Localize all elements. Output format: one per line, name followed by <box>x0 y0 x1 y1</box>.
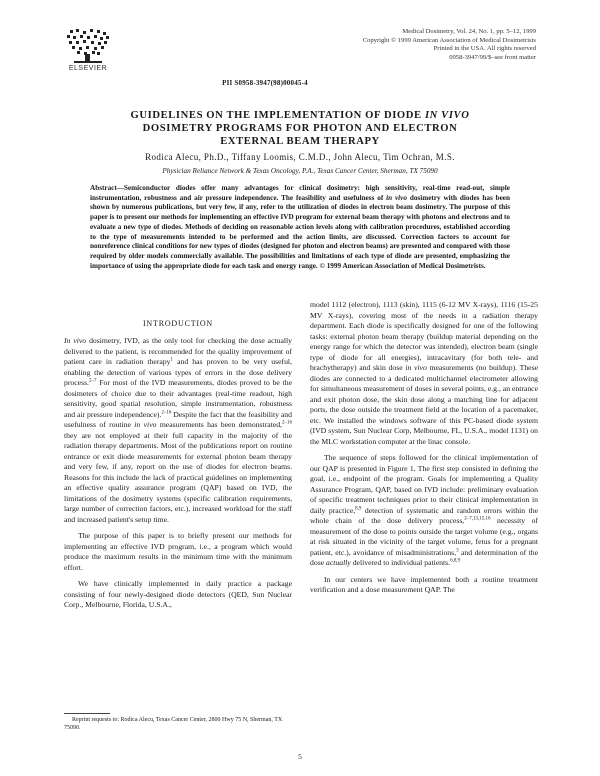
paragraph <box>310 300 538 447</box>
citation-ref: 2–16 <box>281 420 292 426</box>
paragraph <box>310 453 538 569</box>
journal-citation: Medical Dosimetry, Vol. 24, No. 1, pp. 5–12, 1999 <box>402 28 536 35</box>
publisher-logo <box>64 28 112 72</box>
body-text: measurements (no buildup). These diodes are connected to a dedicated multichannel electrometer allowing for simultaneous measurement of doses in several points, e.g., an entrance and exit photon dose, the skin dose along a matching line for adjacent ports, the dose outside the treatment field at the location of a pacemaker, etc. We installed the windows software of this PC-based diode system (IVD system, Sun Nuclear Corp, Melbourne, FL, U.S.A., model 1131) on the MLC workstation computer at the linac console. <box>310 363 538 446</box>
page-number: 5 <box>298 752 302 761</box>
title-line1: GUIDELINES ON THE IMPLEMENTATION OF DIODE <box>130 110 425 121</box>
paragraph: We have clinically implemented in daily practice a package consisting of four newly-designed diode detectors (QED, Sun Nuclear Corp., Melbourne, Florida, U.S.A., <box>64 579 292 609</box>
publisher-name: ELSEVIER <box>68 65 108 72</box>
author-list: Rodica Alecu, Ph.D., Tiffany Loomis, C.M.D., John Alecu, Tim Ochran, M.S. <box>145 152 455 162</box>
body-text: necessity of measurement of the dose to points outside the target volume (e.g., organs at risk situated in the vicinity of the target volume, fetus for a pregnant patient, etc.), avoidance of misadministrations, <box>310 516 538 557</box>
citation-ref: 2–7,13,15,16 <box>464 516 491 522</box>
pii-identifier: PII S0958-3947(98)00045-4 <box>222 79 308 87</box>
body-column-right <box>310 300 538 602</box>
italic-text: actually <box>326 558 351 567</box>
citation-ref: 1 <box>170 357 173 363</box>
italic-text: in vivo <box>134 420 157 429</box>
citation-ref: 2–7 <box>88 378 97 384</box>
italic-text: in vivo <box>405 363 427 372</box>
paragraph <box>64 336 292 525</box>
citation-ref: 2–16 <box>161 409 172 415</box>
journal-issn: 0958-3947/99/$–see front matter <box>449 53 536 61</box>
body-text: detection of systematic and random errors within the whole chain of the dose delivery process, <box>310 505 538 525</box>
body-text: For most of the IVD measurements, diodes proved to be the dosimeters of choice due to their advantages (real-time readout, high sensitivity, good spatial resolution, simple instrumentation, robustness and air pressure independence). <box>64 378 292 419</box>
elsevier-tree-icon <box>64 28 112 64</box>
paragraph: The purpose of this paper is to briefly present our methods for implementing an effective IVD program, i.e., a program which would produce the maximum results in the minimum time with the minimum effort. <box>64 531 292 572</box>
title-line3: EXTERNAL BEAM THERAPY <box>220 136 380 147</box>
paper-title <box>60 109 540 148</box>
body-text: model 1112 (electron), 1113 (skin), 1115 (6-12 MV X-rays), 1116 (15-25 MV X-rays), covering most of the needs in a radiation therapy department. Each diode is specifically designed for one of the following tasks: external photon beam therapy (buildup material depending on the energy range for which the detector was intended), electron beam (single type of diode for all energies), intracavitary (for both tele- and brachytherapy) and skin dose <box>310 300 538 372</box>
body-column-left <box>64 336 292 617</box>
journal-copyright: Copyright © 1999 American Association of Medical Dosimetrists <box>362 36 536 44</box>
body-text: and determination of the dose <box>310 547 539 567</box>
journal-info <box>363 28 536 62</box>
body-text: dosimetry, IVD, as the only tool for checking the dose actually delivered to the patient, is recommended for the quality improvement of patient care in radiation therapy <box>64 336 292 366</box>
abstract-text-2: dosimetry with diodes has been shown by numerous publications, but very few, if any, refer to the utilization of diodes in electron beam dosimetry. The purpose of this paper is to present our methods for implementing an effective IVD program for external beam therapy with photons and electrons and to evaluate a new type of diodes. Methods of deciding on reasonable action levels along with calibration procedures, established according to the type of measurements intended to be performed and the action limits, are discussed. Correction factors to account for nonreference clinical conditions for new types of diodes (designed for photon and electron beams) are presented and compared with those required by older models commercially available. The possibilities and limitations of each type of diode are presented, emphasizing the importance of using the appropriate diode for each task and energy range. © 1999 American Association of Medical Dosimetrists. <box>90 193 511 270</box>
affiliation: Physician Reliance Network & Texas Oncology, P.A., Texas Cancer Center, Sherman, TX 75090 <box>162 167 438 175</box>
abstract-text-1: Abstract—Semiconductor diodes offer many advantages for clinical dosimetry: high sensitivity, real-time read-out, simple instrumentation, robustness and air pressure independence. The feasibility and usefulness of <box>90 184 510 202</box>
abstract-italic: in vivo <box>386 193 407 202</box>
journal-printed: Printed in the USA. All rights reserved <box>433 45 536 53</box>
footnote: Reprint requests to: Rodica Alecu, Texas Cancer Center, 2800 Hwy 75 N, Sherman, TX 75090. <box>64 717 283 732</box>
citation-ref: 8,9 <box>355 505 362 511</box>
italic-text: In vivo <box>64 336 87 345</box>
citation-ref: 3 <box>456 547 459 553</box>
citation-ref: 6,8,9 <box>450 558 461 564</box>
body-text: Despite the fact that the feasibility and usefulness of routine <box>64 409 292 429</box>
body-text: The sequence of steps followed for the clinical implementation of our QAP is presented in Figure 1. The first step consisted in defining the goal, i.e., endpoint of the program. Goals for implementing a Quality Assurance Program, QAP, based on IVD include: preliminary evaluation of specific treatment techniques prior to their clinical implementation in daily practice, <box>310 453 538 515</box>
title-line2: DOSIMETRY PROGRAMS FOR PHOTON AND ELECTRON <box>142 123 458 134</box>
paragraph: In our centers we have implemented both a routine treatment verification and a dose measurement QAP. The <box>310 574 538 594</box>
section-heading: INTRODUCTION <box>142 319 214 328</box>
body-text: measurements has been demonstrated, <box>156 420 282 429</box>
abstract <box>90 184 510 271</box>
body-text: delivered to individual patients. <box>350 558 451 567</box>
title-line1-italic: IN VIVO <box>424 110 470 121</box>
footnote-divider <box>64 713 110 714</box>
body-text: and has proven to be very useful, enabling the detection of various types of errors in the dose delivery process. <box>64 357 292 387</box>
body-text: they are not employed at their full capacity in the majority of the radiation therapy departments. Most of the publications report on routine entrance or exit diode measurements for external photon beam therapy and very few, if any, report on the use of diodes for electron beams. Reasons for this include the lack of practical guidelines on implementing an effective quality assurance program (QAP) based on IVD, the limitations of the dosimetry systems (specific calibration requirements, large number of correction factors, etc.), increased workload for the staff and increased patient's setup time. <box>64 430 292 524</box>
